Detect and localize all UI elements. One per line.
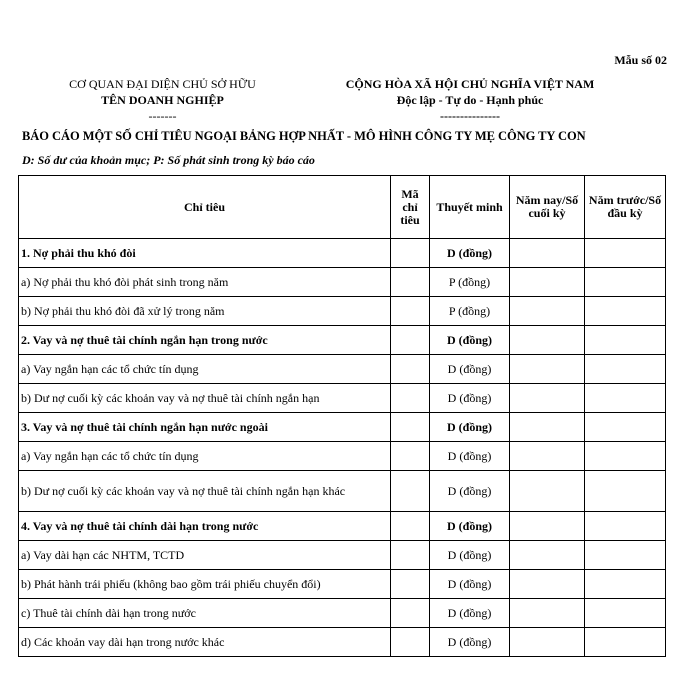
table-row	[19, 628, 666, 657]
table-row	[19, 384, 666, 413]
previous-value-cell[interactable]	[585, 355, 666, 384]
table-row	[19, 512, 666, 541]
code-cell[interactable]	[391, 541, 430, 570]
previous-value-cell[interactable]	[585, 239, 666, 268]
row-label: c) Thuê tài chính dài hạn trong nước	[19, 599, 391, 628]
row-label: b) Dư nợ cuối kỳ các khoản vay và nợ thuê tài chính ngắn hạn	[19, 384, 391, 413]
previous-value-cell[interactable]	[585, 471, 666, 512]
current-value-cell[interactable]	[510, 628, 585, 657]
previous-value-cell[interactable]	[585, 384, 666, 413]
code-cell[interactable]	[391, 355, 430, 384]
code-cell[interactable]	[391, 628, 430, 657]
unit-cell: D (đồng)	[430, 239, 510, 268]
code-cell[interactable]	[391, 268, 430, 297]
current-value-cell[interactable]	[510, 570, 585, 599]
row-label: a) Nợ phải thu khó đòi phát sinh trong năm	[19, 268, 391, 297]
current-value-cell[interactable]	[510, 326, 585, 355]
row-label: b) Phát hành trái phiếu (không bao gồm trái phiếu chuyển đổi)	[19, 570, 391, 599]
unit-cell: D (đồng)	[430, 442, 510, 471]
code-cell[interactable]	[391, 570, 430, 599]
code-cell[interactable]	[391, 471, 430, 512]
table-header-row	[19, 176, 666, 239]
agency-divider: -------	[148, 109, 177, 123]
col-header-previous: Năm trước/Số đầu kỳ	[585, 176, 666, 239]
row-label: 2. Vay và nợ thuê tài chính ngắn hạn trong nước	[19, 326, 391, 355]
current-value-cell[interactable]	[510, 442, 585, 471]
nation-divider: ---------------	[440, 109, 500, 123]
previous-value-cell[interactable]	[585, 297, 666, 326]
row-label: 4. Vay và nợ thuê tài chính dài hạn trong nước	[19, 512, 391, 541]
code-cell[interactable]	[391, 384, 430, 413]
code-cell[interactable]	[391, 326, 430, 355]
unit-cell: D (đồng)	[430, 512, 510, 541]
row-label: a) Vay ngắn hạn các tổ chức tín dụng	[19, 442, 391, 471]
current-value-cell[interactable]	[510, 512, 585, 541]
code-cell[interactable]	[391, 442, 430, 471]
unit-cell: D (đồng)	[430, 599, 510, 628]
row-label: b) Dư nợ cuối kỳ các khoản vay và nợ thuê tài chính ngắn hạn khác	[19, 471, 391, 512]
code-cell[interactable]	[391, 297, 430, 326]
table-row	[19, 326, 666, 355]
col-header-current: Năm nay/Số cuối kỳ	[510, 176, 585, 239]
table-row	[19, 541, 666, 570]
agency-header	[30, 76, 295, 124]
previous-value-cell[interactable]	[585, 570, 666, 599]
nation-motto: Độc lập - Tự do - Hạnh phúc	[396, 93, 544, 107]
table-row	[19, 413, 666, 442]
unit-cell: D (đồng)	[430, 628, 510, 657]
row-label: 1. Nợ phải thu khó đòi	[19, 239, 391, 268]
col-header-code: Mã chỉ tiêu	[391, 176, 430, 239]
table-row	[19, 599, 666, 628]
previous-value-cell[interactable]	[585, 413, 666, 442]
row-label: a) Vay ngắn hạn các tổ chức tín dụng	[19, 355, 391, 384]
col-header-note: Thuyết minh	[430, 176, 510, 239]
company-name: TÊN DOANH NGHIỆP	[101, 93, 224, 107]
table-row	[19, 239, 666, 268]
row-label: d) Các khoản vay dài hạn trong nước khác	[19, 628, 391, 657]
nation-header	[305, 76, 635, 124]
previous-value-cell[interactable]	[585, 442, 666, 471]
current-value-cell[interactable]	[510, 268, 585, 297]
row-label: 3. Vay và nợ thuê tài chính ngắn hạn nước ngoài	[19, 413, 391, 442]
code-cell[interactable]	[391, 413, 430, 442]
current-value-cell[interactable]	[510, 297, 585, 326]
unit-cell: P (đồng)	[430, 297, 510, 326]
legend-note: D: Số dư của khoản mục; P: Số phát sinh trong kỳ báo cáo	[22, 153, 315, 167]
current-value-cell[interactable]	[510, 471, 585, 512]
previous-value-cell[interactable]	[585, 628, 666, 657]
row-label: b) Nợ phải thu khó đòi đã xử lý trong năm	[19, 297, 391, 326]
current-value-cell[interactable]	[510, 355, 585, 384]
unit-cell: D (đồng)	[430, 384, 510, 413]
unit-cell: D (đồng)	[430, 471, 510, 512]
form-number: Mẫu số 02	[614, 53, 667, 67]
table-row	[19, 355, 666, 384]
unit-cell: D (đồng)	[430, 413, 510, 442]
code-cell[interactable]	[391, 239, 430, 268]
current-value-cell[interactable]	[510, 239, 585, 268]
previous-value-cell[interactable]	[585, 541, 666, 570]
table-row	[19, 297, 666, 326]
current-value-cell[interactable]	[510, 413, 585, 442]
row-label: a) Vay dài hạn các NHTM, TCTD	[19, 541, 391, 570]
table-row	[19, 268, 666, 297]
current-value-cell[interactable]	[510, 384, 585, 413]
report-title: BÁO CÁO MỘT SỐ CHỈ TIÊU NGOẠI BẢNG HỢP NHẤT - MÔ HÌNH CÔNG TY MẸ CÔNG TY CON	[22, 129, 586, 143]
previous-value-cell[interactable]	[585, 326, 666, 355]
unit-cell: D (đồng)	[430, 570, 510, 599]
previous-value-cell[interactable]	[585, 599, 666, 628]
current-value-cell[interactable]	[510, 541, 585, 570]
table-row	[19, 442, 666, 471]
previous-value-cell[interactable]	[585, 512, 666, 541]
nation-name: CỘNG HÒA XÃ HỘI CHỦ NGHĨA VIỆT NAM	[345, 77, 595, 91]
indicator-table	[18, 175, 666, 657]
code-cell[interactable]	[391, 512, 430, 541]
table-row	[19, 471, 666, 512]
agency-name: CƠ QUAN ĐẠI DIỆN CHỦ SỞ HỮU	[69, 77, 256, 91]
code-cell[interactable]	[391, 599, 430, 628]
table-row	[19, 570, 666, 599]
previous-value-cell[interactable]	[585, 268, 666, 297]
unit-cell: D (đồng)	[430, 326, 510, 355]
unit-cell: D (đồng)	[430, 355, 510, 384]
col-header-indicator: Chỉ tiêu	[19, 176, 391, 239]
unit-cell: P (đồng)	[430, 268, 510, 297]
current-value-cell[interactable]	[510, 599, 585, 628]
unit-cell: D (đồng)	[430, 541, 510, 570]
